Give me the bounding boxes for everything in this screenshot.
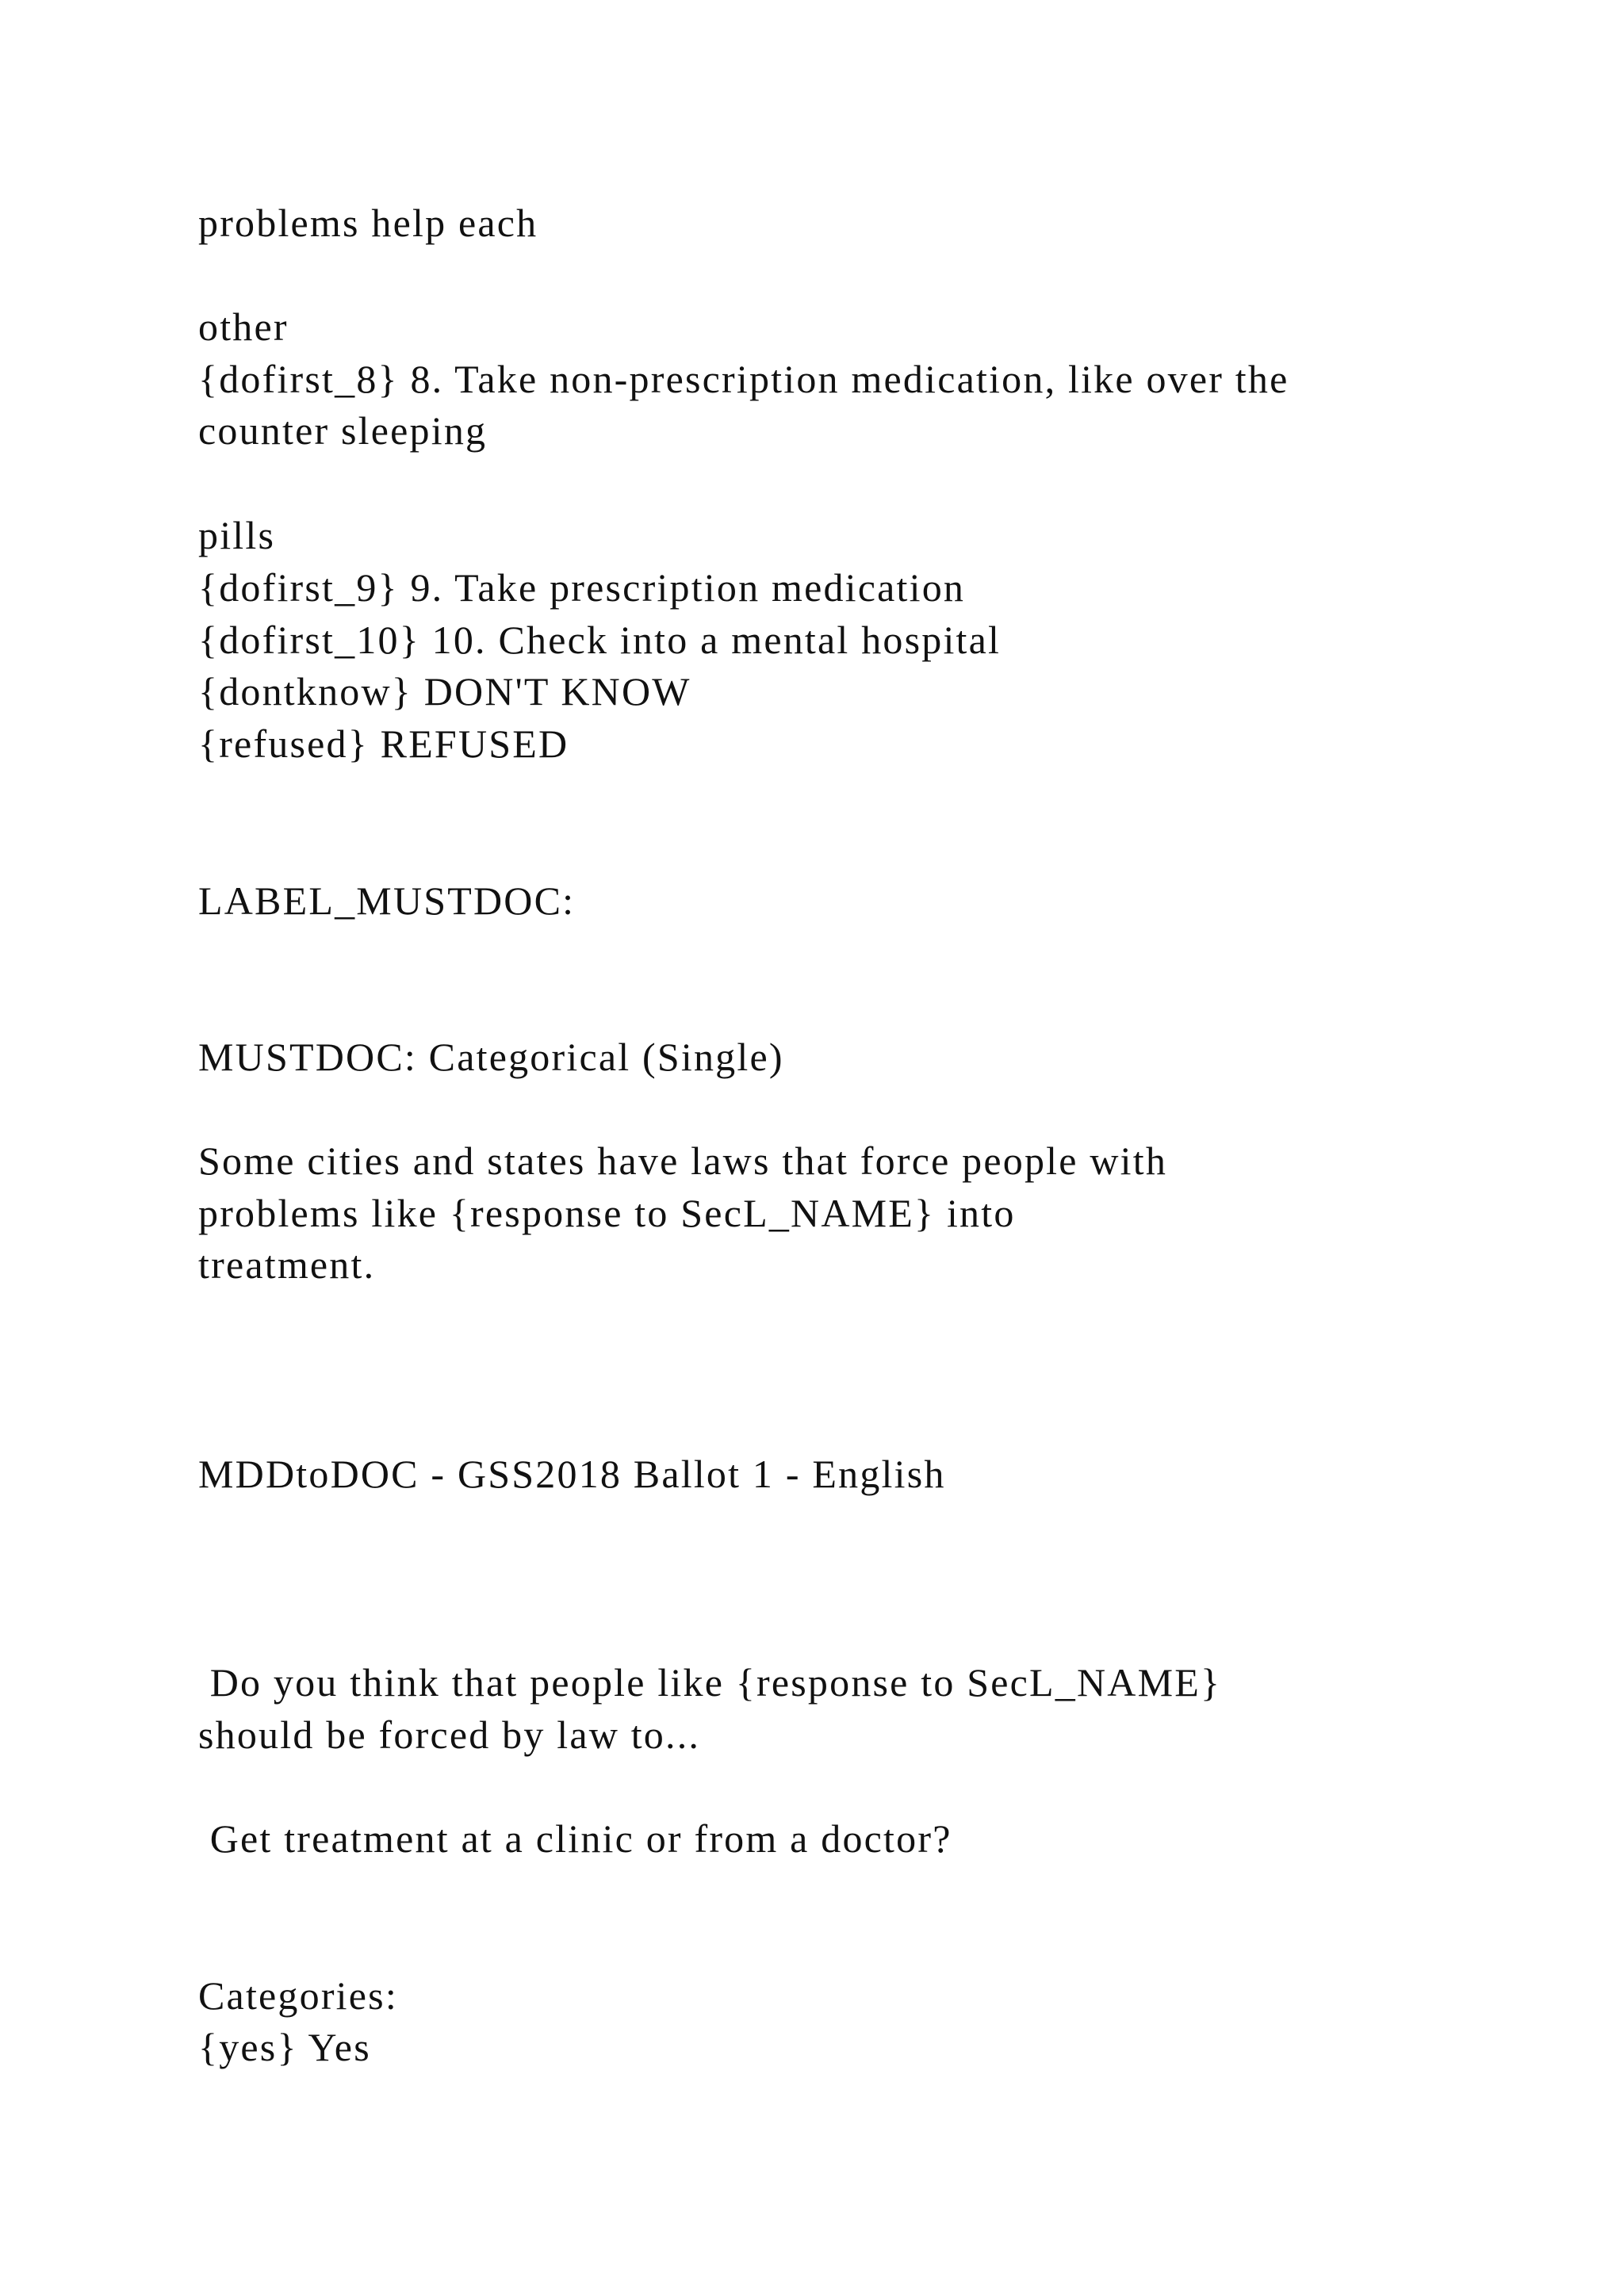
text-line: treatment. bbox=[198, 1242, 376, 1287]
text-line: pills bbox=[198, 513, 276, 557]
text-line: problems help each bbox=[198, 201, 538, 245]
question-text: should be forced by law to... bbox=[198, 1712, 701, 1757]
text-line: {refused} REFUSED bbox=[198, 721, 569, 766]
text-line: {dofirst_10} 10. Check into a mental hospital bbox=[198, 618, 1002, 662]
document-source: MDDtoDOC - GSS2018 Ballot 1 - English bbox=[198, 1452, 946, 1496]
text-line: {dontknow} DON'T KNOW bbox=[198, 669, 691, 714]
text-line: counter sleeping bbox=[198, 408, 488, 453]
question-header: MUSTDOC: Categorical (Single) bbox=[198, 1035, 784, 1079]
text-line: {dofirst_8} 8. Take non-prescription medication, like over the bbox=[198, 357, 1289, 401]
question-text: Do you think that people like {response to SecL_NAME} bbox=[198, 1660, 1222, 1705]
text-line: other bbox=[198, 304, 289, 349]
question-text: Get treatment at a clinic or from a doctor? bbox=[198, 1816, 952, 1861]
text-line: Some cities and states have laws that force people with bbox=[198, 1138, 1168, 1183]
text-line: {dofirst_9} 9. Take prescription medication bbox=[198, 565, 966, 610]
section-label: LABEL_MUSTDOC: bbox=[198, 878, 576, 923]
category-item: {yes} Yes bbox=[198, 2025, 371, 2069]
text-line: problems like {response to SecL_NAME} into bbox=[198, 1191, 1016, 1235]
categories-label: Categories: bbox=[198, 1973, 398, 2018]
